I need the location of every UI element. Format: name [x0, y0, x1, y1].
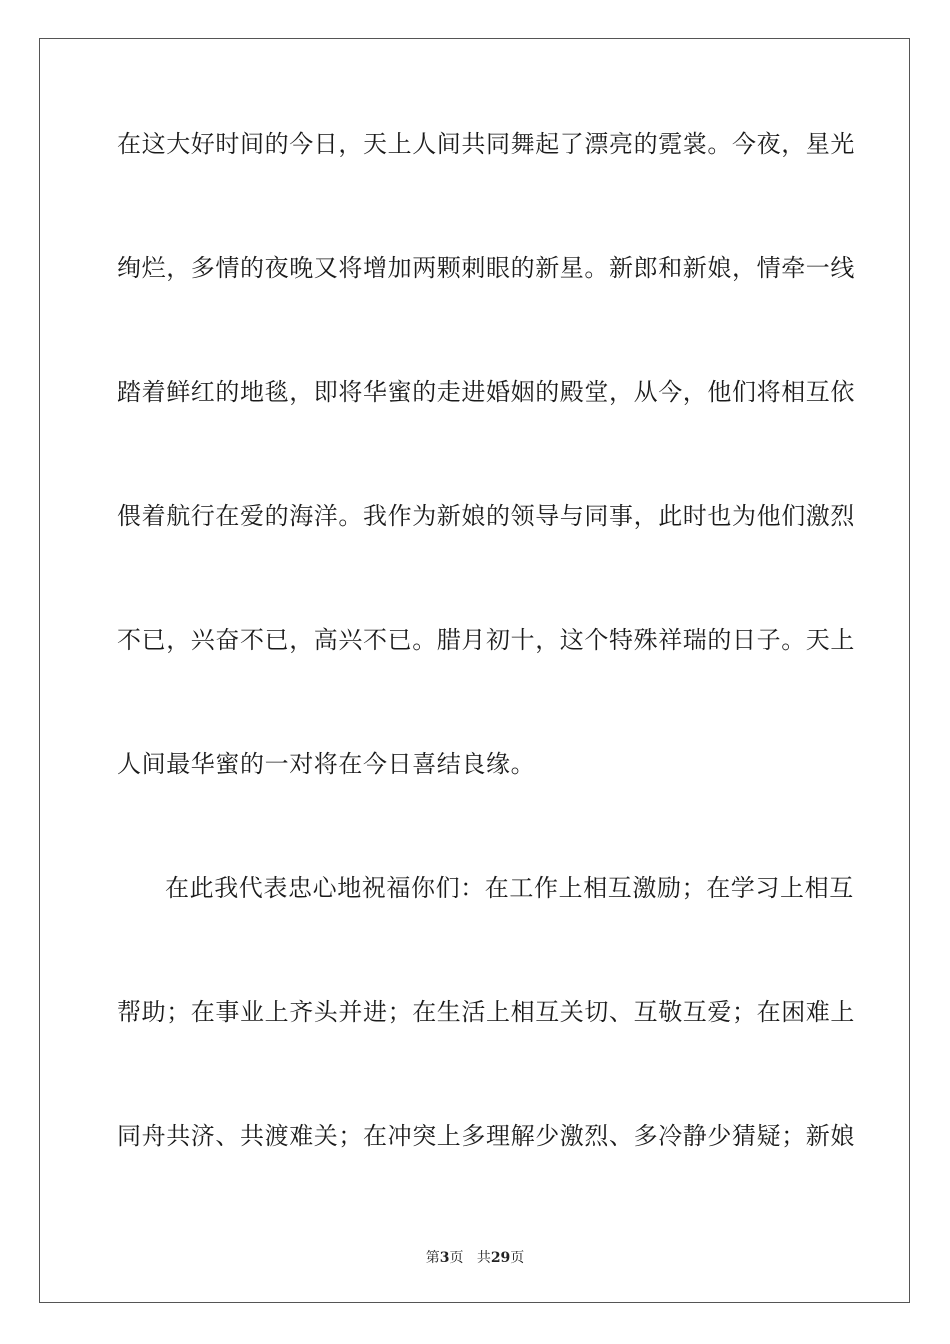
text-line: 人间最华蜜的一对将在今日喜结良缘。: [117, 750, 536, 778]
page-number: 3: [439, 1250, 450, 1266]
text-line: 绚烂，多情的夜晚又将增加两颗刺眼的新星。新郎和新娘，情牵一线: [117, 254, 855, 282]
text-line: 在此我代表忠心地祝福你们：在工作上相互激励；在学习上相互: [165, 874, 854, 902]
text-line: 不已，兴奋不已，高兴不已。腊月初十，这个特殊祥瑞的日子。天上: [117, 626, 855, 654]
paragraph-2: [117, 872, 855, 1152]
paragraph-1: [117, 128, 855, 780]
document-body: [117, 128, 855, 1152]
text-line: 帮助；在事业上齐头并进；在生活上相互关切、互敬互爱；在困难上: [117, 998, 855, 1026]
page-suffix: 页: [449, 1250, 464, 1266]
page-footer: [0, 1247, 950, 1267]
text-line: 踏着鲜红的地毯，即将华蜜的走进婚姻的殿堂，从今，他们将相互依: [117, 378, 855, 406]
total-suffix: 页: [510, 1250, 525, 1266]
total-prefix: 共: [476, 1250, 491, 1266]
text-line: 同舟共济、共渡难关；在冲突上多理解少激烈、多冷静少猜疑；新娘: [117, 1122, 855, 1150]
text-line: 偎着航行在爱的海洋。我作为新娘的领导与同事，此时也为他们激烈: [117, 502, 855, 530]
text-line: 在这大好时间的今日，天上人间共同舞起了漂亮的霓裳。今夜，星光: [117, 130, 855, 158]
total-pages: 29: [490, 1250, 511, 1266]
page-prefix: 第: [425, 1250, 440, 1266]
